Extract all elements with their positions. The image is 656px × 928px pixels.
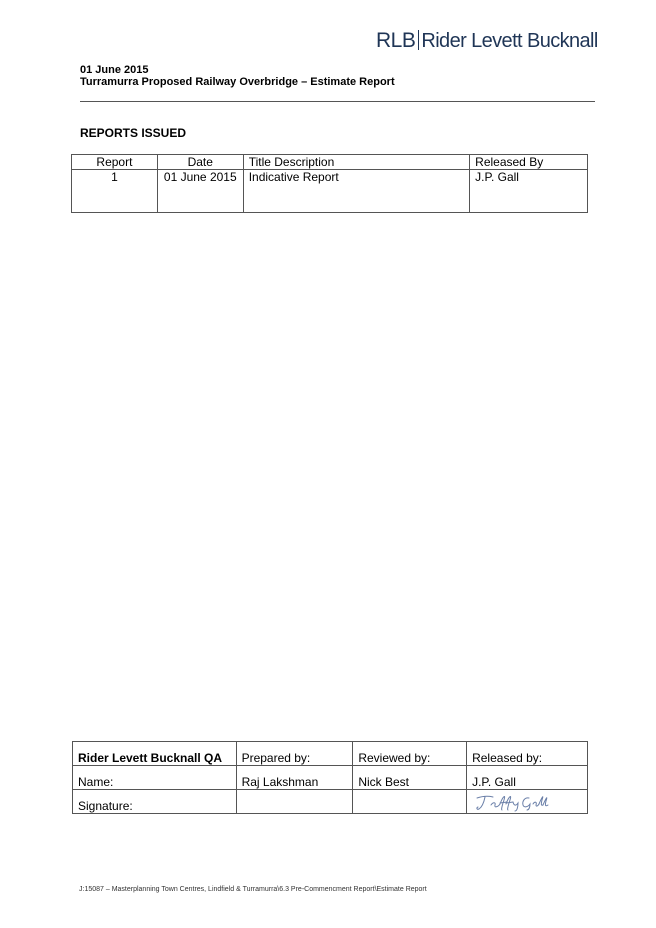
cell-released-by: J.P. Gall	[470, 170, 588, 213]
qa-name-row	[73, 766, 588, 790]
report-date: 01 June 2015	[80, 64, 149, 76]
name-label: Name:	[73, 766, 237, 790]
report-title: Turramurra Proposed Railway Overbridge – Estimate Report	[80, 76, 395, 88]
prepared-by-name: Raj Lakshman	[236, 766, 353, 790]
header-divider	[80, 101, 595, 102]
released-by-name: J.P. Gall	[467, 766, 588, 790]
column-header-report: Report	[72, 155, 158, 170]
released-signature-cell	[467, 790, 588, 814]
reports-issued-heading: REPORTS ISSUED	[80, 126, 187, 140]
handwritten-signature	[473, 792, 557, 812]
prepared-by-label: Prepared by:	[236, 742, 353, 766]
table-row	[72, 170, 588, 213]
logo-separator	[418, 30, 419, 50]
released-by-label: Released by:	[467, 742, 588, 766]
column-header-title: Title Description	[243, 155, 469, 170]
table-header-row	[72, 155, 588, 170]
reports-issued-table	[71, 154, 588, 213]
document-path-footer: J:15087 – Masterplanning Town Centres, Lindfield & Turramurra\6.3 Pre-Commencment Report\Estimate Report	[79, 886, 427, 893]
rlb-logo	[376, 29, 598, 57]
column-header-released-by: Released By	[470, 155, 588, 170]
cell-report-number: 1	[72, 170, 158, 213]
qa-signature-row	[73, 790, 588, 814]
qa-title: Rider Levett Bucknall QA	[73, 742, 237, 766]
logo-company-name: Rider Levett Bucknall	[421, 30, 598, 52]
prepared-signature-cell	[236, 790, 353, 814]
qa-table	[72, 741, 588, 814]
reviewed-signature-cell	[353, 790, 467, 814]
reviewed-by-name: Nick Best	[353, 766, 467, 790]
column-header-date: Date	[157, 155, 243, 170]
signature-label: Signature:	[73, 790, 237, 814]
reviewed-by-label: Reviewed by:	[353, 742, 467, 766]
cell-date: 01 June 2015	[157, 170, 243, 213]
cell-title: Indicative Report	[243, 170, 469, 213]
logo-abbreviation: RLB	[376, 29, 416, 52]
qa-header-row	[73, 742, 588, 766]
